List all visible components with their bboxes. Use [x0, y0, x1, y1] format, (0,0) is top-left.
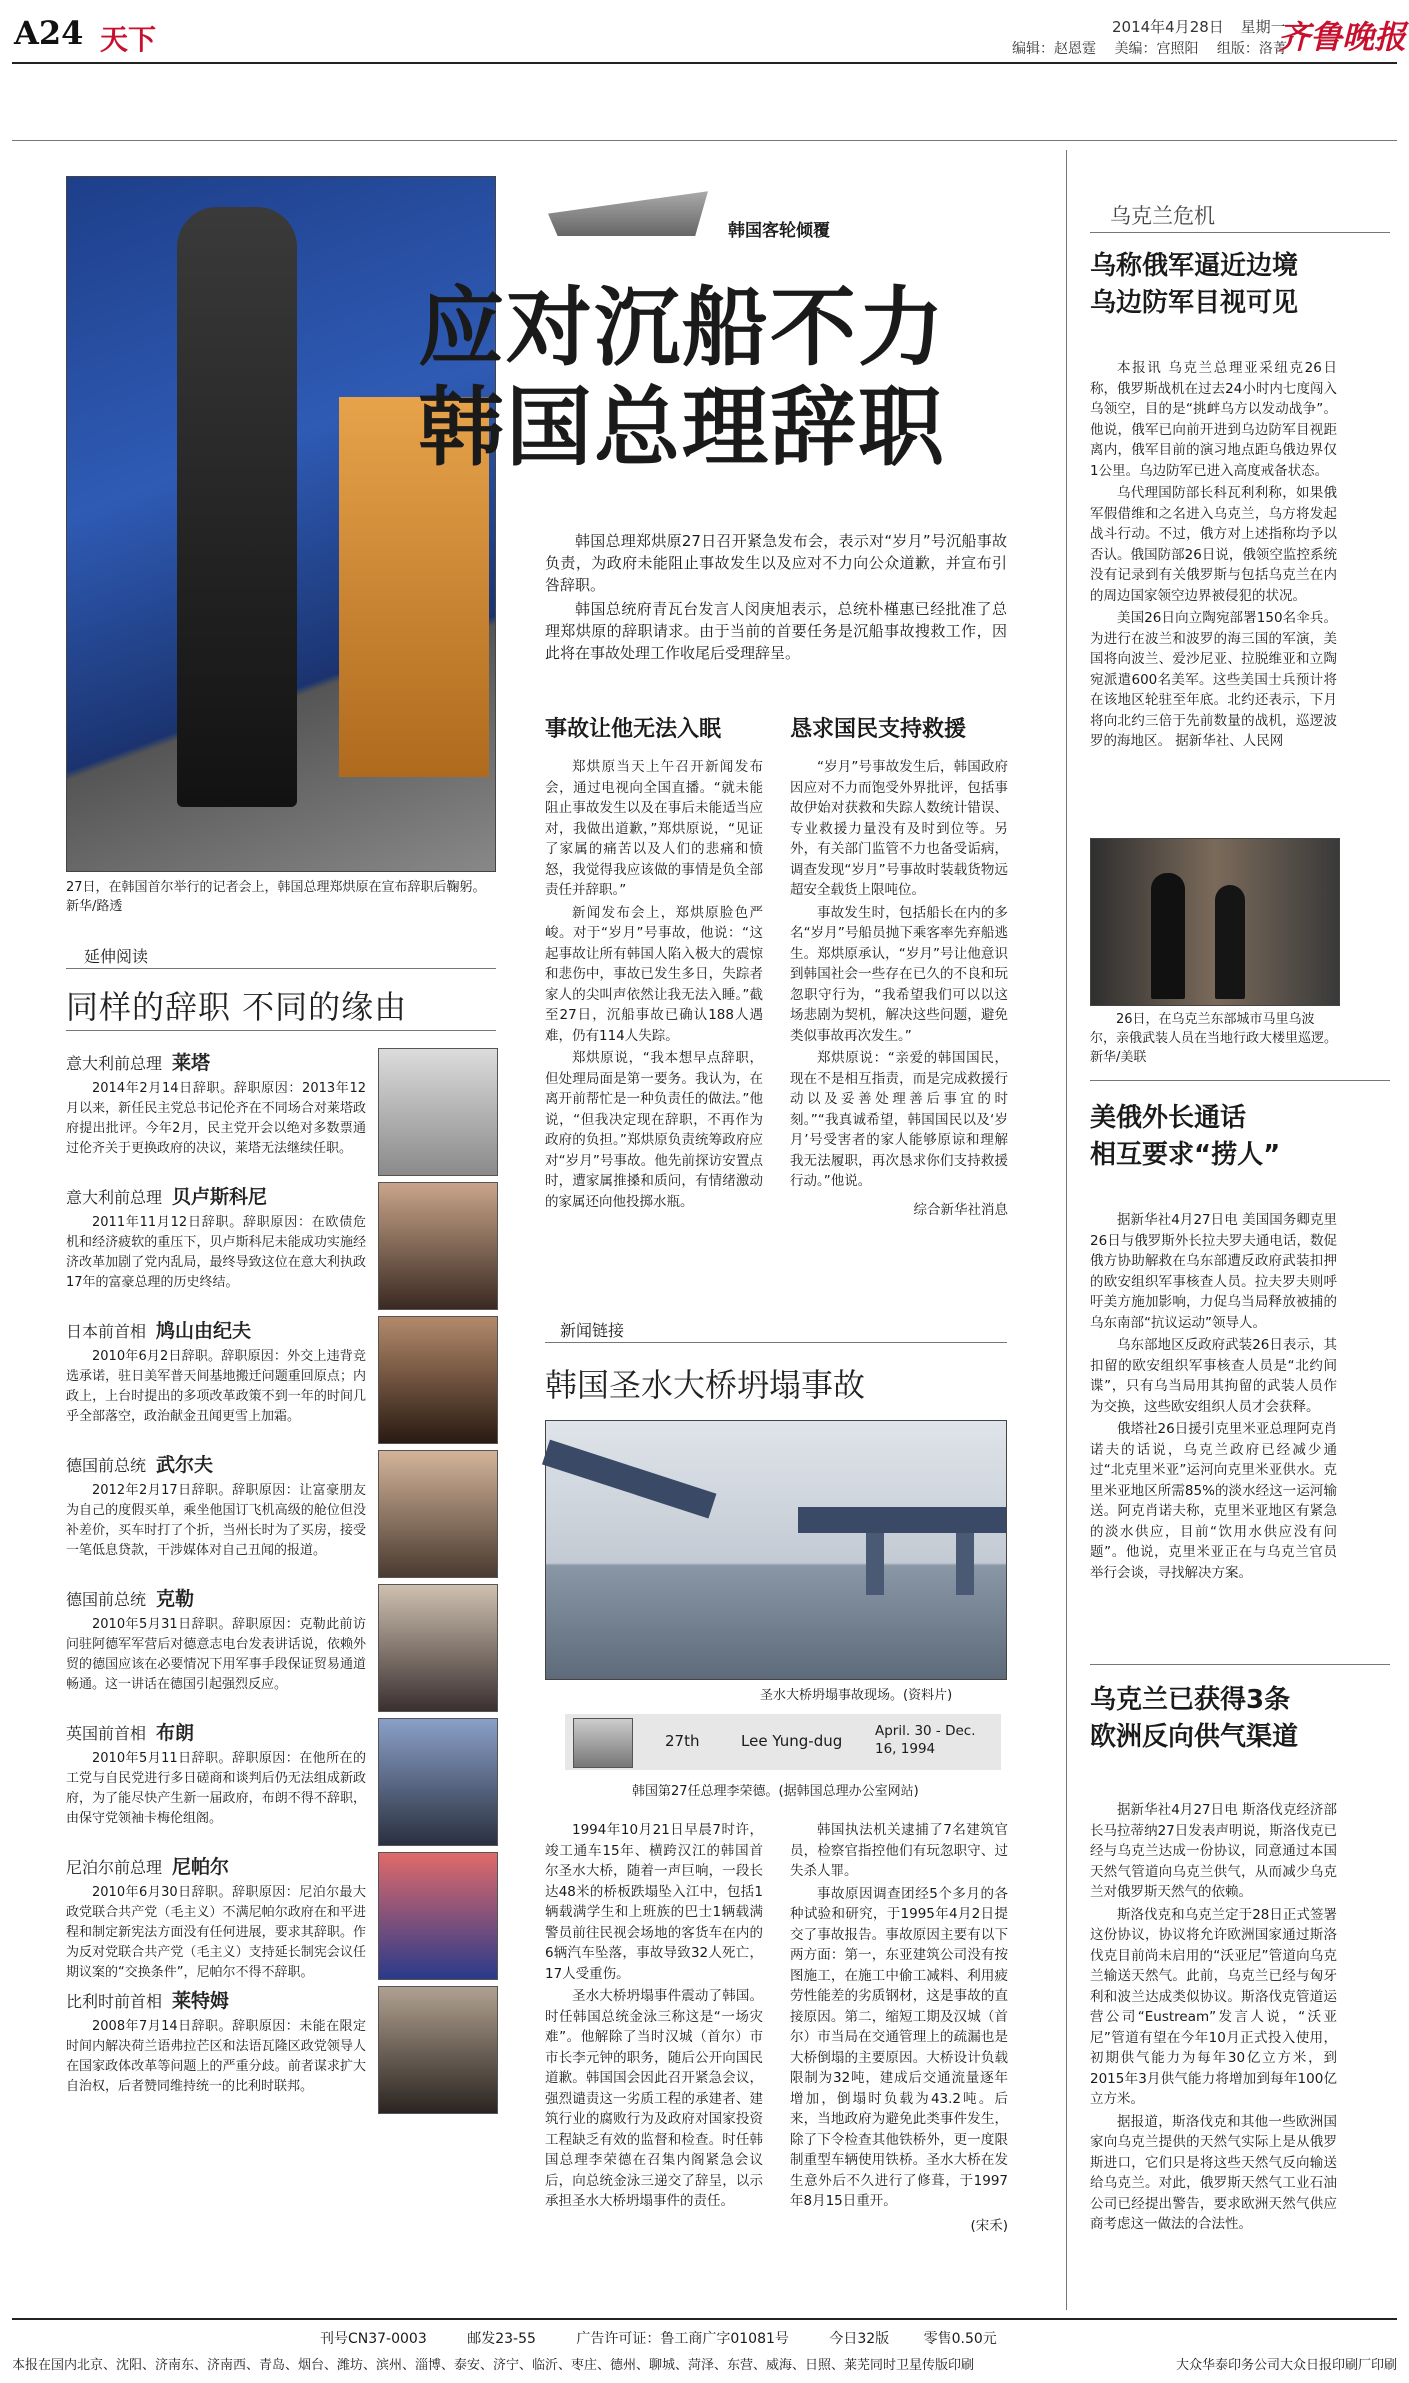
story3-p1: 据新华社4月27日电 斯洛伐克经济部长马拉蒂纳27日发表声明说，斯洛伐克已经与乌克兰达成一份协议，同意通过本国天然气管道向乌克兰供气，从而减少乌克兰对俄罗斯天然气的依赖。 — [1090, 1802, 1337, 1900]
gunman-figure — [1151, 873, 1185, 999]
bridge-column-a — [545, 1820, 763, 2214]
profile-portrait — [378, 1450, 498, 1578]
profile-role: 德国前总统 — [66, 1456, 147, 1475]
column-title: 恳求国民支持救援 — [790, 717, 967, 742]
profile-name: 武尔夫 — [156, 1454, 214, 1476]
issue-date — [1112, 16, 1286, 37]
profile-entry — [66, 1986, 498, 2120]
story2-rule — [1090, 1080, 1390, 1081]
pm-term: April. 30 - Dec. 16, 1994 — [875, 1723, 976, 1757]
story1-p3: 美国26日向立陶宛部署150名伞兵。为进行在波兰和波罗的海三国的军演，美国将向波兰、爱沙尼亚、拉脱维亚和立陶宛派遣600名美军。这些美国士兵预计将在该地区轮驻至年底。北约还表示，下月将向北约三倍于先前数量的战机，巡逻波罗的海地区。 据新华社、人民网 — [1090, 610, 1337, 749]
section-name: 天下 — [100, 23, 157, 56]
story3-title-line1: 乌克兰已获得3条 — [1090, 1685, 1291, 1715]
ukraine-label: 乌克兰危机 — [1110, 204, 1215, 228]
masthead-logo: 齐鲁晚报 — [1278, 18, 1407, 56]
postal-code: 邮发23-55 — [467, 2331, 536, 2347]
header-rule — [12, 62, 1397, 64]
editor-credit: 编辑：赵恩霆 — [1012, 41, 1096, 57]
story1-body — [1090, 358, 1337, 754]
story3-body — [1090, 1800, 1337, 2237]
proof-credit: 组版：洛菁 — [1216, 41, 1287, 57]
lead-paragraphs — [545, 530, 1007, 666]
profile-entry — [66, 1852, 498, 1986]
headline-line2: 韩国总理辞职 — [418, 377, 946, 478]
pm-name: Lee Yung-dug — [741, 1732, 843, 1750]
profile-portrait — [378, 1718, 498, 1846]
story3-p3: 据报道，斯洛伐克和其他一些欧洲国家向乌克兰提供的天然气实际上是从俄罗斯进口，它们只是将这些天然气反向输送给乌克兰。对此，俄罗斯天然气工业石油公司已经提出警告，要求欧洲天然气供应商考虑这一做法的合法性。 — [1090, 2113, 1337, 2232]
bridge-photo — [545, 1420, 1007, 1680]
story2-p2: 乌东部地区反政府武装26日表示，其扣留的欧安组织军事核查人员是“北约间谍”，只有乌当局用其拘留的武装人员作为交换，这些欧安组织人员才会获释。 — [1090, 1337, 1337, 1415]
col2-p2: 事故发生时，包括船长在内的多名“岁月”号船员抛下乘客率先弃船逃生。郑烘原承认，“岁月”号让他意识到韩国社会一些存在已久的不良和玩忽职守行为，“我希望我们可以以这场悲剧为契机，解决这些问题，避免类似事故再次发生。” — [790, 904, 1008, 1044]
story1-p2: 乌代理国防部长科瓦利利称，如果俄军假借维和之名进入乌克兰，乌方将发起战斗行动。不过，俄方对上述指称均予以否认。俄国防部26日说，俄领空监控系统没有记录到有关俄罗斯与包括乌克兰在内的周边国家领空边界被侵犯的状况。 — [1090, 485, 1337, 604]
column-title: 事故让他无法入眠 — [545, 717, 722, 742]
gunmen-photo-caption: 26日，在乌克兰东部城市马里乌波尔，亲俄武装人员在当地行政大楼里巡逻。 新华/美联 — [1090, 1012, 1338, 1065]
profile-entry — [66, 1718, 498, 1852]
issue-code: 刊号CN37-0003 — [320, 2331, 427, 2347]
bridge-span-left — [542, 1440, 716, 1519]
profile-entry — [66, 1450, 498, 1584]
gunman-figure — [1215, 885, 1245, 999]
date-text: 2014年4月28日 — [1112, 18, 1224, 36]
column-insomnia — [545, 712, 763, 1214]
profile-entry — [66, 1182, 498, 1316]
print-sites: 本报在国内北京、沈阳、济南东、济南西、青岛、烟台、潍坊、滨州、淄博、泰安、济宁、临沂、枣庄、德州、聊城、菏泽、东营、威海、日照、莱芜同时卫星传版印刷 — [12, 2358, 975, 2373]
profile-portrait — [378, 1182, 498, 1310]
story3-p2: 斯洛伐克和乌克兰定于28日正式签署这份协议，协议将允许欧洲国家通过斯洛伐克目前尚未启用的“沃亚尼”管道向乌克兰输送天然气。此前，乌克兰已经与匈牙利和波兰达成类似协议。斯洛伐克管道运营公司“Eustream”发言人说，“沃亚尼”管道有望在今年10月正式投入使用，初期供气能力为每年30亿立方米，到2015年3月供气能力将增加到每年100亿立方米。 — [1090, 1906, 1337, 2107]
top-divider — [12, 140, 1397, 141]
related-label-rule — [66, 968, 496, 969]
column-plea — [790, 712, 1008, 1218]
profile-list — [66, 1048, 498, 2120]
col1-p2: 新闻发布会上，郑烘原脸色严峻。对于“岁月”号事故，他说：“这起事故让所有韩国人陷入极大的震惊和悲伤中，事故已发生多日，失踪者家人的尖叫声依然让我无法入睡。”截至27日，沉船事故已确认188人遇难，仍有114人失踪。 — [545, 904, 763, 1044]
profile-entry — [66, 1316, 498, 1450]
footer-rule — [12, 2318, 1397, 2320]
profile-text: 2010年5月31日辞职。辞职原因：克勒此前访问驻阿德军军营后对德意志电台发表讲话说，依赖外贸的德国应该在必要情况下用军事手段保证贸易通道畅通。这一讲话在德国引起强烈反应。 — [66, 1617, 366, 1692]
profile-text: 2012年2月17日辞职。辞职原因：让富豪朋友为自己的度假买单，乘坐他国订飞机高级的舱位但没补差价，买车时打了个折，当州长时为了买房，接受一笔低息贷款，干涉媒体对自己丑闻的报道。 — [66, 1483, 366, 1558]
story2-title-line1: 美俄外长通话 — [1090, 1103, 1247, 1133]
gunmen-photo — [1090, 838, 1340, 1006]
profile-text: 2011年11月12日辞职。辞职原因：在欧债危机和经济疲软的重压下，贝卢斯科尼未能成功实施经济改革加剧了党内乱局，最终导致这位在意大利执政17年的富豪总理的历史终结。 — [66, 1215, 366, 1290]
person-figure — [177, 207, 297, 807]
kicker-ship-icon — [548, 180, 708, 236]
story1-title-line2: 乌边防军目视可见 — [1090, 288, 1299, 318]
related-title-rule — [66, 1030, 496, 1031]
weekday-text: 星期一 — [1240, 18, 1286, 36]
story2-p1: 据新华社4月27日电 美国国务卿克里26日与俄罗斯外长拉夫罗夫通电话，数促俄方协助解救在乌东部遭反政府武装扣押的欧安组织军事核查人员。拉夫罗夫则呼吁美方施加影响，力促乌当局释放被捕的乌东南部“抗议运动”领导人。 — [1090, 1212, 1337, 1331]
col1-p1: 郑烘原当天上午召开新闻发布会，通过电视向全国直播。“就未能阻止事故发生以及在事后未能适当应对，我做出道歉，”郑烘原说，“见证了家属的痛苦以及人们的悲痛和愤怒，我觉得我应该做的事情是负全部责任并辞职。” — [545, 759, 763, 898]
pm-nameplate — [565, 1714, 1001, 1770]
lead-p1: 韩国总理郑烘原27日召开紧急发布会，表示对“岁月”号沉船事故负责，为政府未能阻止事故发生以及应对不力向公众道歉，并宣布引咎辞职。 — [545, 532, 1007, 594]
story2-p3: 俄塔社26日援引克里米亚总理阿克肖诺夫的话说，乌克兰政府已经减少通过“北克里米亚”运河向克里米亚供水。克里米亚地区所需85%的淡水经这一运河输送。阿克肖诺夫称，克里米亚地区有紧急的淡水供应，目前“饮用水供应没有问题”。他说，克里米亚正在与乌克兰官员举行会谈，寻找解决方案。 — [1090, 1421, 1337, 1581]
story3-rule — [1090, 1664, 1390, 1665]
profile-portrait — [378, 1986, 498, 2114]
bridge-p3: 韩国执法机关逮捕了7名建筑官员，检察官指控他们有玩忽职守、过失杀人罪。 — [790, 1822, 1008, 1879]
profile-name: 克勒 — [156, 1588, 195, 1610]
story3-title-line2: 欧洲反向供气渠道 — [1090, 1722, 1299, 1752]
profile-text: 2010年6月2日辞职。辞职原因：外交上违背竞选承诺，驻日美军普天间基地搬迁问题重回原点；内政上，上台时提出的多项改革政策不到一年的时间几乎全部落空，政治献金丑闻更雪上加霜。 — [66, 1349, 366, 1424]
price: 零售0.50元 — [923, 2331, 997, 2347]
story1-title-line1: 乌称俄军逼近边境 — [1090, 251, 1299, 281]
story3-headline — [1090, 1682, 1390, 1756]
pm-portrait — [573, 1718, 633, 1768]
main-headline — [418, 278, 1058, 478]
ad-license: 广告许可证：鲁工商广字01081号 — [576, 2331, 789, 2347]
story-kicker: 韩国客轮倾覆 — [728, 221, 830, 241]
profile-role: 德国前总统 — [66, 1590, 147, 1609]
pm-nameplate-caption: 韩国第27任总理李荣德。(据韩国总理办公室网站) — [632, 1784, 919, 1799]
related-label: 延伸阅读 — [84, 947, 149, 966]
profile-text: 2010年6月30日辞职。辞职原因：尼泊尔最大政党联合共产党（毛主义）不满尼帕尔政府在和平进程和制定新宪法方面没有任何进展，要求其辞职。作为反对党联合共产党（毛主义）支持延长制宪会议任期议案的“交换条件”，尼帕尔不得不辞职。 — [66, 1885, 366, 1980]
profile-name: 尼帕尔 — [172, 1856, 230, 1878]
profile-name: 鸠山由纪夫 — [156, 1320, 252, 1342]
profile-name: 莱特姆 — [172, 1990, 230, 2012]
related-title: 同样的辞职 不同的缘由 — [66, 988, 408, 1026]
bridge-pier — [956, 1533, 974, 1595]
designer-credit: 美编：宫照阳 — [1114, 41, 1199, 57]
ukraine-label-rule — [1090, 232, 1390, 233]
bridge-column-b — [790, 1820, 1008, 2234]
col2-p3: 郑烘原说：“亲爱的韩国国民，现在不是相互指责，而是完成救援行动以及妥善处理善后事宜的时刻。”“我真诚希望，韩国国民以及‘岁月’号受害者的家人能够原谅和理解我无法履职，再次恳求你们支持救援行动。”他说。 — [790, 1050, 1008, 1189]
profile-role: 比利时前首相 — [66, 1992, 163, 2011]
story2-body — [1090, 1210, 1337, 1585]
profile-role: 英国前首相 — [66, 1724, 147, 1743]
profile-role: 日本前首相 — [66, 1322, 147, 1341]
bridge-photo-caption: 圣水大桥坍塌事故现场。(资料片) — [760, 1688, 953, 1703]
col1-p3: 郑烘原说，“我本想早点辞职，但处理局面是第一要务。我认为，在离开前帮忙是一种负责任的做法。”他说，“但我决定现在辞职，不再作为政府的负担。”郑烘原负责统筹政府应对“岁月”号事故。他先前探访安置点时，遭家属推搡和质问，有情绪激动的家属还向他投掷水瓶。 — [545, 1050, 763, 1210]
profile-name: 布朗 — [156, 1722, 195, 1744]
profile-role: 尼泊尔前总理 — [66, 1858, 163, 1877]
profile-text: 2010年5月11日辞职。辞职原因：在他所在的工党与自民党进行多日磋商和谈判后仍无法组成新政府，为了能尽快产生新一届政府，布朗不得不辞职，由保守党领袖卡梅伦组阁。 — [66, 1751, 366, 1826]
profile-text: 2014年2月14日辞职。辞职原因：2013年12月以来，新任民主党总书记伦齐在不同场合对莱塔政府提出批评。今年2月，民主党开会以绝对多数票通过伦齐关于更换政府的决议，莱塔无法继续任职。 — [66, 1081, 366, 1156]
bridge-pier — [866, 1533, 884, 1595]
profile-portrait — [378, 1584, 498, 1712]
page-number: A24 — [14, 14, 84, 52]
bridge-title: 韩国圣水大桥坍塌事故 — [545, 1366, 866, 1404]
story2-headline — [1090, 1100, 1390, 1174]
story-source: 综合新华社消息 — [913, 1201, 1008, 1218]
profile-entry — [66, 1584, 498, 1718]
right-column-divider — [1066, 150, 1067, 2310]
profile-entry — [66, 1048, 498, 1182]
bridge-span-right — [798, 1507, 1006, 1533]
profile-portrait — [378, 1048, 498, 1176]
bridge-p2: 圣水大桥坍塌事件震动了韩国。时任韩国总统金泳三称这是“一场灾难”。他解除了当时汉城（首尔）市市长李元钟的职务，随后公开向国民道歉。韩国国会因此召开紧急会议，强烈谴责这一劣质工程的承建者、建筑行业的腐败行为及政府对国家投资工程缺乏有效的监督和检查。时任韩国总理李荣德在召集内阁紧急会议后，向总统金泳三递交了辞呈，以示承担圣水大桥坍塌事件的责任。 — [545, 1988, 763, 2209]
main-photo-caption: 27日，在韩国首尔举行的记者会上，韩国总理郑烘原在宣布辞职后鞠躬。 新华/路透 — [66, 880, 486, 914]
lead-p2: 韩国总统府青瓦台发言人闵庚旭表示，总统朴槿惠已经批准了总理郑烘原的辞职请求。由于当前的首要任务是沉船事故搜救工作，因此将在事故处理工作收尾后受理辞呈。 — [545, 600, 1007, 662]
pages-today: 今日32版 — [829, 2331, 890, 2347]
profile-role: 意大利前总理 — [66, 1188, 163, 1207]
profile-role: 意大利前总理 — [66, 1054, 163, 1073]
printer: 大众华泰印务公司大众日报印刷厂印刷 — [1175, 2358, 1397, 2373]
headline-line1: 应对沉船不力 — [418, 277, 946, 378]
credits — [1012, 38, 1287, 58]
bridge-p1: 1994年10月21日早晨7时许，竣工通车15年、横跨汉江的韩国首尔圣水大桥，随着一声巨响，一段长达48米的桥板跌塌坠入江中，包括1辆载满学生和上班族的巴士1辆载满警员前往民视会场地的客货车在内的6辆汽车坠落，事故导致32人死亡，17人受重伤。 — [545, 1822, 763, 1982]
profile-text: 2008年7月14日辞职。辞职原因：未能在限定时间内解决荷兰语弗拉芒区和法语瓦隆区政党领导人在国家政体改革等问题上的严重分歧。前者谋求扩大自治权，后者赞同维持统一的比利时联邦。 — [66, 2019, 366, 2094]
profile-portrait — [378, 1316, 498, 1444]
story1-headline — [1090, 248, 1390, 322]
profile-name: 莱塔 — [172, 1052, 211, 1074]
pm-number: 27th — [665, 1732, 700, 1750]
footer-meta — [320, 2328, 1220, 2348]
profile-portrait — [378, 1852, 498, 1980]
col2-p1: “岁月”号事故发生后，韩国政府因应对不力而饱受外界批评，包括事故伊始对获救和失踪人数统计错误、专业救援力量没有及时到位等。另外，有关部门监管不力也备受诟病，调查发现“岁月”号事故时装载货物远超安全载货上限吨位。 — [790, 759, 1008, 898]
page-header — [0, 0, 1409, 70]
story2-title-line2: 相互要求“捞人” — [1090, 1140, 1281, 1170]
story1-p1: 本报讯 乌克兰总理亚采纽克26日称，俄罗斯战机在过去24小时内七度闯入乌领空，目的是“挑衅乌方以发动战争”。他说，俄军已向前开进到乌边防军目视距离内，俄军目前的演习地点距乌俄边界仅1公里。乌边防军已进入高度戒备状态。 — [1090, 360, 1337, 479]
bridge-label-rule — [545, 1342, 1007, 1343]
profile-name: 贝卢斯科尼 — [172, 1186, 268, 1208]
footer-print — [12, 2354, 1397, 2373]
bridge-label: 新闻链接 — [560, 1321, 625, 1340]
bridge-p4: 事故原因调查团经5个多月的各种试验和研究，于1995年4月2日提交了事故报告。事故原因主要有以下两方面：第一，东亚建筑公司没有按图施工，在施工中偷工减料、利用疲劳性能差的劣质钢材，这是事故的直接原因。第二，缩短工期及汉城（首尔）市当局在交通管理上的疏漏也是大桥倒塌的主要原因。大桥设计负载限制为32吨，建成后交通流量逐年增加，倒塌时负载为43.2吨。后来，当地政府为避免此类事件发生，除了下令检查其他铁桥外，更一度限制重型车辆使用铁桥。圣水大桥在发生意外后不久进行了修葺，于1997年8月15日重开。 — [790, 1885, 1008, 2209]
bridge-author: (宋禾) — [970, 2217, 1008, 2234]
